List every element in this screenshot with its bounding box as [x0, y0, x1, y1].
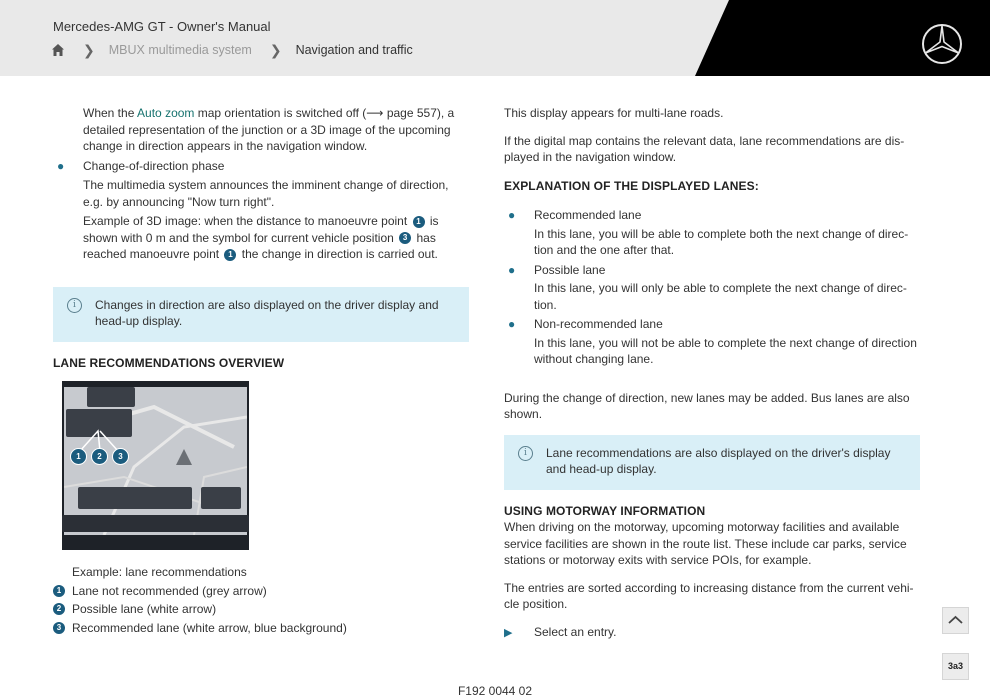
new-lanes-paragraph: During the change of direction, new lanes may be added. Bus lanes are also shown.	[504, 390, 910, 421]
section-heading: USING MOTORWAY INFORMATION	[504, 503, 706, 518]
info-icon: i	[67, 298, 82, 313]
info-text: Changes in direction are also displayed on the driver display and head-up display.	[95, 297, 439, 328]
mercedes-star-logo	[920, 22, 964, 66]
announce-paragraph: The multimedia system announces the imminent change of direction, e.g. by announcing "Now turn right".	[83, 178, 449, 209]
bullet-icon: ●	[508, 208, 516, 222]
bullet-icon: ●	[508, 262, 516, 277]
list-item	[53, 158, 469, 175]
number-badge: 1	[53, 585, 65, 597]
map-card-phone	[201, 487, 241, 509]
list-item: ● Non-recommended lane	[508, 317, 663, 331]
auto-zoom-paragraph: When the Auto zoom map orientation is switched off (⟶ page 557), a detailed representation of the junction or a 3D image of the upcoming change in direction appears in the navigation window.	[83, 106, 455, 153]
bullet-icon: ●	[508, 317, 516, 331]
action-step: ▶ Select an entry.	[504, 624, 920, 642]
breadcrumb-item-current: Navigation and traffic	[295, 43, 413, 57]
page-header	[0, 0, 990, 76]
info-icon: i	[518, 446, 533, 461]
caption-item: 1 Lane not recommended (grey arrow)	[53, 582, 453, 601]
breadcrumb	[51, 42, 413, 58]
sorting-paragraph: The entries are sorted according to increasing distance from the current vehi- cle position.	[504, 580, 914, 611]
caption-title: Example: lane recommendations	[72, 565, 247, 579]
number-badge: 3	[53, 622, 65, 634]
manual-title: Mercedes-AMG GT - Owner's Manual	[53, 19, 271, 34]
corner-button[interactable]: 3a3	[942, 653, 969, 680]
digital-map-paragraph: If the digital map contains the relevant data, lane recommendations are dis- played in the navigation window.	[504, 133, 905, 164]
bullet-title: Change-of-direction phase	[83, 158, 225, 173]
right-column	[504, 105, 920, 641]
chevron-right-icon: ❯	[269, 41, 282, 58]
auto-zoom-link[interactable]: Auto zoom	[137, 106, 195, 120]
info-text: Lane recommendations are also displayed on the driver's display and head-up display.	[546, 445, 891, 476]
chevron-up-icon	[943, 608, 968, 633]
callout-bubble: 3	[112, 448, 129, 465]
lane-description: In this lane, you will only be able to complete the next change of direc- tion.	[534, 281, 907, 312]
figure-caption	[53, 563, 453, 637]
caption-item: 2 Possible lane (white arrow)	[53, 600, 453, 619]
caption-item: 3 Recommended lane (white arrow, blue background)	[53, 619, 453, 638]
example-3d-paragraph: Example of 3D image: when the distance to manoeuvre point 1 is shown with 0 m and the symbol for current vehicle position 3 has reached manoeuvre point 1 the change in direction is carried out.	[83, 214, 439, 261]
number-badge: 1	[413, 216, 425, 228]
list-item: ● Recommended lane	[508, 208, 642, 222]
number-badge: 1	[224, 249, 236, 261]
chevron-right-icon: ❯	[83, 41, 95, 58]
map-card-radio	[78, 487, 192, 509]
section-heading: LANE RECOMMENDATIONS OVERVIEW	[53, 355, 285, 370]
home-icon[interactable]	[51, 43, 65, 57]
info-box	[53, 287, 469, 342]
lane-recommendation-image	[62, 381, 249, 550]
motorway-paragraph: When driving on the motorway, upcoming motorway facilities and available service facilities are shown in the route list. These include car parks, service stations or motorway exits with service POIs, for example.	[504, 520, 907, 567]
header-black-panel	[0, 0, 990, 76]
breadcrumb-item-mbux[interactable]: MBUX multimedia system	[108, 43, 252, 57]
lane-callout-lines	[76, 427, 136, 453]
number-badge: 3	[399, 232, 411, 244]
callout-bubble: 1	[70, 448, 87, 465]
scroll-to-top-button[interactable]	[942, 607, 969, 634]
section-heading: EXPLANATION OF THE DISPLAYED LANES:	[504, 178, 759, 193]
number-badge: 2	[53, 603, 65, 615]
lane-description: In this lane, you will be able to complete both the next change of direc- tion and the one after that.	[534, 226, 909, 257]
figure-code: F192 0044 02	[457, 684, 533, 698]
list-item: ● Possible lane	[508, 262, 606, 277]
map-bottom-bar	[62, 515, 249, 532]
multi-lane-paragraph: This display appears for multi-lane roads.	[504, 106, 724, 120]
callout-bubble: 2	[91, 448, 108, 465]
info-box	[504, 435, 920, 490]
lane-description: In this lane, you will not be able to complete the next change of direction without changing lane.	[534, 335, 917, 366]
left-column	[53, 105, 469, 371]
action-arrow-icon: ▶	[504, 626, 513, 639]
bullet-icon: ●	[57, 158, 65, 173]
map-card-top	[87, 387, 135, 407]
